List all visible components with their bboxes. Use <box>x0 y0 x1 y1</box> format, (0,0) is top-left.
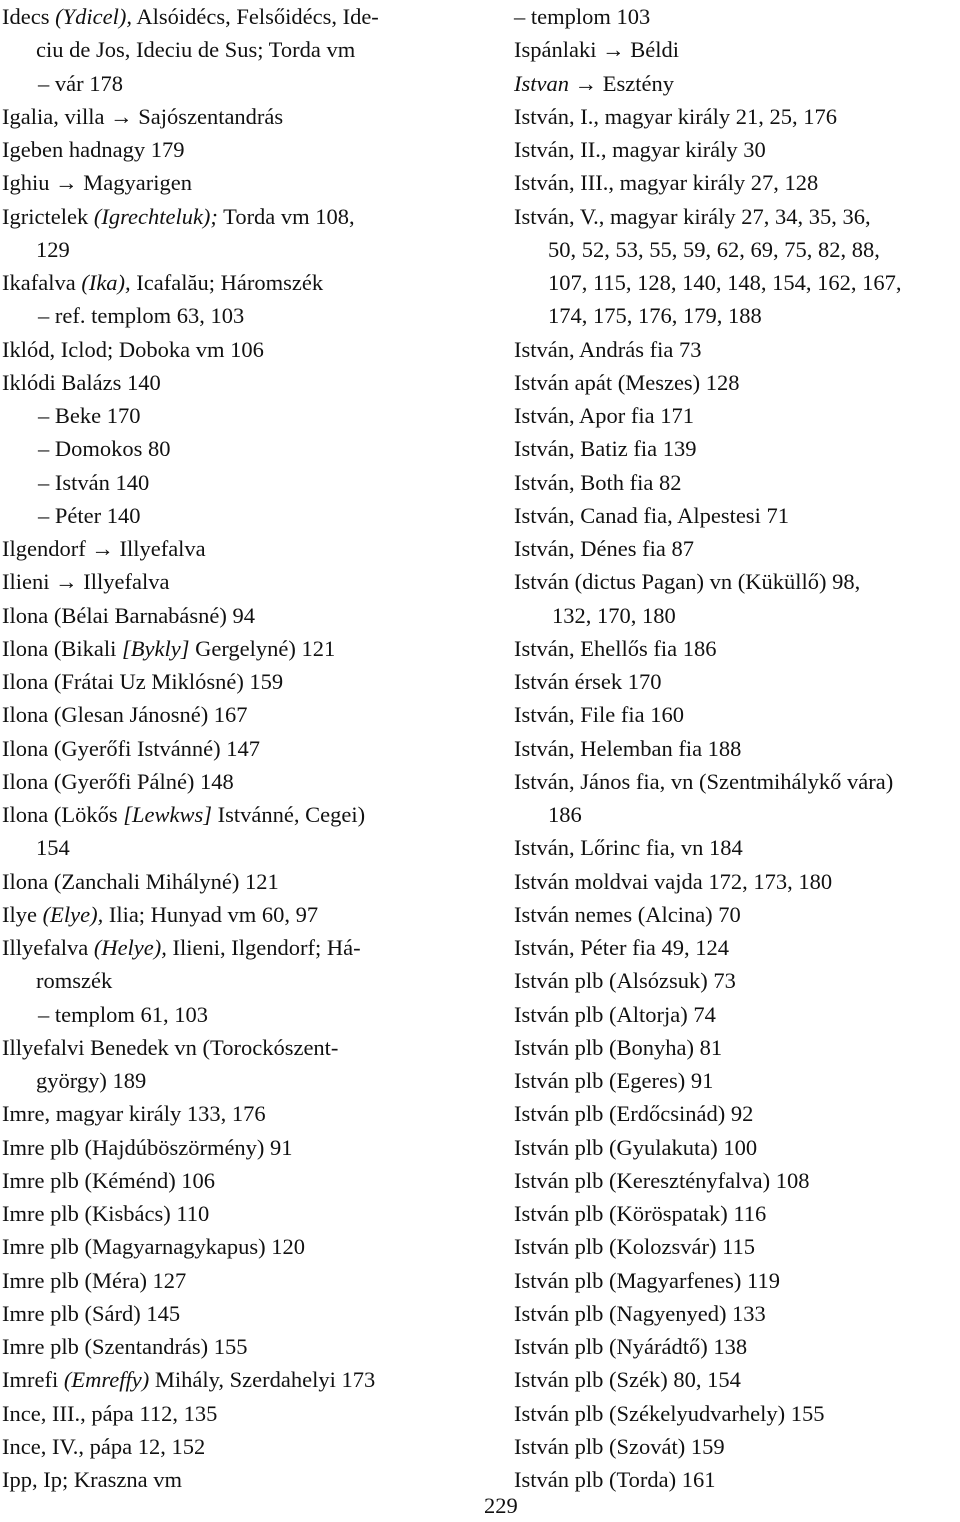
index-entry-text: – vár 178 <box>38 70 123 96</box>
index-entry-line <box>2 1397 472 1430</box>
index-entry-text: ciu de Jos, Ideciu de Sus; Torda vm <box>36 37 356 63</box>
index-entry-text: Imrefi <box>2 1367 64 1393</box>
index-entry-text: Iklódi Balázs 140 <box>2 369 161 395</box>
index-entry-text: – templom 61, 103 <box>38 1001 208 1027</box>
index-entry-text: István, Lőrinc fia, vn 184 <box>514 835 743 861</box>
index-entry-line <box>2 200 472 233</box>
index-entry-text: Ilona (Bélai Barnabásné) 94 <box>2 602 256 628</box>
index-entry-text: Alsóidécs, Felsőidécs, Ide- <box>131 4 379 29</box>
index-entry-text: – Beke 170 <box>38 403 141 428</box>
index-entry-text: Gergelyné) 121 <box>189 635 336 661</box>
index-entry-line <box>2 1430 472 1463</box>
index-entry-text: István plb (Egeres) 91 <box>514 1068 714 1093</box>
index-entry-line <box>514 200 960 233</box>
index-entry-variant: (Emreffy) <box>63 1367 150 1393</box>
index-entry-text: Istvánné, Cegei) <box>212 802 366 827</box>
index-entry-line <box>514 1430 960 1463</box>
index-entry-text: Ilona (Glesan Jánosné) 167 <box>2 702 248 728</box>
index-entry-line <box>514 931 960 964</box>
index-entry-line <box>514 366 960 399</box>
index-entry-line <box>514 499 960 532</box>
index-entry-text: István, III., magyar király 27, 128 <box>514 170 819 196</box>
index-entry-line <box>514 565 960 598</box>
index-entry-text: – templom 103 <box>514 4 651 29</box>
index-entry-line <box>2 1230 472 1263</box>
index-entry-text: Illyefalva <box>2 935 94 960</box>
index-entry-text: Mihály, Szerdahelyi 173 <box>149 1367 376 1393</box>
index-entry-line <box>514 865 960 898</box>
index-entry-text: Icafalău; Háromszék <box>130 270 324 295</box>
index-entry-line <box>514 1164 960 1197</box>
index-entry-line <box>2 133 472 166</box>
index-entry-variant: (Ika), <box>81 270 131 295</box>
index-entry-line <box>2 1330 472 1363</box>
index-entry-line <box>514 333 960 366</box>
index-entry-text: Ince, IV., pápa 12, 152 <box>2 1433 206 1459</box>
index-entry-text: István moldvai vajda 172, 173, 180 <box>514 868 833 894</box>
index-entry-text: Ikafalva <box>2 270 82 295</box>
index-entry-text: 174, 175, 176, 179, 188 <box>548 303 762 329</box>
index-entry-text: István apát (Meszes) 128 <box>514 369 740 395</box>
index-entry-line <box>514 831 960 864</box>
index-entry-line <box>514 732 960 765</box>
index-entry-line <box>514 1197 960 1230</box>
index-entry-line <box>514 1031 960 1064</box>
index-entry-line <box>2 998 472 1031</box>
index-entry-text: István plb (Altorja) 74 <box>514 1001 716 1027</box>
index-entry-line <box>2 1131 472 1164</box>
index-entry-variant: [Bykly] <box>121 635 190 661</box>
index-entry-text: Ince, III., pápa 112, 135 <box>2 1400 218 1426</box>
index-entry-line <box>2 1297 472 1330</box>
index-entry-line <box>514 166 960 199</box>
index-entry-line <box>2 432 472 465</box>
index-entry-line <box>2 1363 472 1396</box>
index-entry-line <box>514 432 960 465</box>
index-entry-line <box>514 765 960 798</box>
index-entry-text: István plb (Szék) 80, 154 <box>514 1367 741 1393</box>
index-entry-line <box>514 1397 960 1430</box>
index-entry-text: Imre, magyar király 133, 176 <box>2 1101 266 1127</box>
index-entry-text: Ilieni, Ilgendorf; Há- <box>166 935 361 960</box>
index-entry-line <box>514 299 960 332</box>
index-entry-text: Ilona (Gyerőfi Pálné) 148 <box>2 768 234 794</box>
index-entry-text: István, II., magyar király 30 <box>514 137 766 162</box>
index-entry-line <box>2 964 472 997</box>
index-entry-text: István plb (Gyulakuta) 100 <box>514 1134 758 1160</box>
index-entry-line <box>2 1264 472 1297</box>
index-column-right <box>514 0 960 1496</box>
index-entry-line <box>514 266 960 299</box>
index-entry-text: Ilgendorf → Illyefalva <box>2 536 206 561</box>
index-entry-text: Ilye <box>2 901 43 927</box>
index-entry-text: – ref. templom 63, 103 <box>38 303 245 329</box>
index-entry-line <box>2 499 472 532</box>
index-entry-line <box>2 798 472 831</box>
index-entry-line <box>514 1264 960 1297</box>
index-entry-text: Imre plb (Kisbács) 110 <box>2 1201 210 1226</box>
index-entry-text: István, V., magyar király 27, 34, 35, 36, <box>514 203 871 229</box>
index-entry-text: 50, 52, 53, 55, 59, 62, 69, 75, 82, 88, <box>548 236 880 262</box>
index-entry-text: Ilona (Lökős <box>2 802 124 827</box>
index-entry-text: Ilona (Gyerőfi Istvánné) 147 <box>2 735 261 761</box>
index-entry-line <box>2 665 472 698</box>
index-entry-line <box>2 166 472 199</box>
index-entry-text: István érsek 170 <box>514 669 662 694</box>
index-entry-text: István plb (Szovát) 159 <box>514 1433 725 1459</box>
index-entry-line <box>514 466 960 499</box>
index-entry-line <box>514 1330 960 1363</box>
index-entry-text: – Péter 140 <box>38 502 141 528</box>
index-entry-text: györgy) 189 <box>36 1068 147 1093</box>
index-entry-line <box>2 599 472 632</box>
index-entry-text: Igrictelek <box>2 203 94 229</box>
index-entry-text: Imre plb (Szentandrás) 155 <box>2 1334 248 1359</box>
index-entry-line <box>2 1463 472 1496</box>
index-entry-text: – István 140 <box>38 469 150 495</box>
index-entry-text: Iklód, Iclod; Doboka vm 106 <box>2 336 264 362</box>
index-entry-line <box>2 366 472 399</box>
index-entry-line <box>514 0 960 33</box>
index-entry-line <box>514 998 960 1031</box>
index-entry-text: István plb (Nyárádtő) 138 <box>514 1334 748 1359</box>
index-entry-text: romszék <box>36 968 113 994</box>
index-entry-text: István plb (Köröspatak) 116 <box>514 1201 767 1226</box>
index-entry-variant: (Igrechteluk); <box>93 203 218 229</box>
index-entry-text: István plb (Keresztényfalva) 108 <box>514 1167 810 1193</box>
index-entry-text: István, András fia 73 <box>514 336 702 362</box>
index-entry-text: István, File fia 160 <box>514 702 684 728</box>
index-entry-text: István, Both fia 82 <box>514 469 682 495</box>
index-entry-text: István plb (Torda) 161 <box>514 1467 716 1492</box>
index-entry-text: István plb (Magyarfenes) 119 <box>514 1267 780 1293</box>
index-entry-line <box>514 698 960 731</box>
index-entry-text: István, Péter fia 49, 124 <box>514 935 729 960</box>
index-entry-text: Ilona (Bikali <box>2 635 122 661</box>
index-entry-line <box>514 133 960 166</box>
index-entry-variant: [Lewkws] <box>123 802 213 827</box>
index-entry-line <box>2 0 472 33</box>
index-entry-line <box>514 33 960 66</box>
index-entry-text: 129 <box>36 236 70 262</box>
index-entry-line <box>514 100 960 133</box>
index-entry-line <box>2 1197 472 1230</box>
index-entry-line <box>514 599 960 632</box>
index-entry-line <box>514 1131 960 1164</box>
index-entry-text: István plb (Székelyudvarhely) 155 <box>514 1400 825 1426</box>
index-entry-line <box>514 233 960 266</box>
index-entry-text: – Domokos 80 <box>38 436 171 462</box>
index-entry-text: Torda vm 108, <box>217 203 355 229</box>
index-entry-text: Imre plb (Kéménd) 106 <box>2 1167 216 1193</box>
index-entry-text: István (dictus Pagan) vn (Küküllő) 98, <box>514 569 861 595</box>
index-entry-line <box>2 1164 472 1197</box>
index-entry-line <box>2 865 472 898</box>
index-column-left <box>2 0 472 1496</box>
index-entry-line <box>514 798 960 831</box>
index-entry-line <box>2 100 472 133</box>
index-entry-text: Igalia, villa → Sajószentandrás <box>2 103 284 129</box>
index-entry-variant: Istvan <box>514 70 569 96</box>
index-entry-text: Imre plb (Magyarnagykapus) 120 <box>2 1234 306 1260</box>
index-entry-text: Ilona (Zanchali Mihályné) 121 <box>2 868 279 894</box>
index-entry-text: István nemes (Alcina) 70 <box>514 901 741 927</box>
index-entry-line <box>514 1230 960 1263</box>
index-entry-line <box>2 33 472 66</box>
index-entry-variant: (Helye), <box>93 935 167 960</box>
index-entry-line <box>2 698 472 731</box>
index-entry-text: 154 <box>36 835 70 861</box>
index-entry-text: Ighiu → Magyarigen <box>2 170 192 196</box>
index-entry-line <box>2 632 472 665</box>
index-entry-line <box>2 831 472 864</box>
index-entry-line <box>514 399 960 432</box>
index-entry-text: István, Dénes fia 87 <box>514 536 694 561</box>
index-entry-text: István plb (Bonyha) 81 <box>514 1034 723 1060</box>
index-entry-line <box>514 67 960 100</box>
index-entry-line <box>2 898 472 931</box>
index-entry-line <box>2 299 472 332</box>
index-entry-variant: (Ydicel), <box>55 4 132 29</box>
index-entry-text: 132, 170, 180 <box>552 602 676 628</box>
index-entry-text: István, Batiz fia 139 <box>514 436 697 462</box>
index-entry-line <box>514 1297 960 1330</box>
index-entry-line <box>514 1363 960 1396</box>
index-entry-line <box>514 532 960 565</box>
index-entry-text: Ilona (Frátai Uz Miklósné) 159 <box>2 669 284 694</box>
index-entry-line <box>2 399 472 432</box>
index-entry-text: Imre plb (Hajdúböszörmény) 91 <box>2 1134 293 1160</box>
index-entry-line <box>514 1097 960 1130</box>
index-entry-text: István, Ehellős fia 186 <box>514 635 717 661</box>
index-entry-line <box>2 1064 472 1097</box>
index-entry-text: Ispánlaki → Béldi <box>514 37 679 63</box>
index-entry-line <box>2 532 472 565</box>
page-number: 229 <box>484 1493 518 1518</box>
index-entry-text: István plb (Alsózsuk) 73 <box>514 968 736 994</box>
index-entry-text: Ilieni → Illyefalva <box>2 569 170 595</box>
index-entry-line <box>514 1064 960 1097</box>
index-entry-line <box>2 565 472 598</box>
index-entry-line <box>2 233 472 266</box>
index-entry-variant: (Elye), <box>42 901 104 927</box>
index-entry-text: Ilia; Hunyad vm 60, 97 <box>103 901 319 927</box>
index-entry-line <box>2 1097 472 1130</box>
index-entry-line <box>2 67 472 100</box>
index-entry-text: István, Helemban fia 188 <box>514 735 742 761</box>
index-entry-line <box>2 1031 472 1064</box>
index-entry-text: Igeben hadnagy 179 <box>2 137 185 162</box>
index-entry-text: István, János fia, vn (Szentmihálykő vára) <box>514 768 894 794</box>
index-entry-text: István, Canad fia, Alpestesi 71 <box>514 502 789 528</box>
index-entry-text: István plb (Kolozsvár) 115 <box>514 1234 755 1260</box>
index-entry-line <box>514 632 960 665</box>
index-entry-text: István plb (Nagyenyed) 133 <box>514 1300 766 1326</box>
index-entry-line <box>2 266 472 299</box>
index-entry-line <box>2 931 472 964</box>
index-entry-line <box>2 466 472 499</box>
index-entry-text: István, Apor fia 171 <box>514 403 694 428</box>
index-entry-line <box>2 732 472 765</box>
index-entry-text: Imre plb (Sárd) 145 <box>2 1300 181 1326</box>
index-entry-line <box>514 665 960 698</box>
index-entry-text: Illyefalvi Benedek vn (Torockószent- <box>2 1034 339 1060</box>
index-entry-text: Imre plb (Méra) 127 <box>2 1267 187 1293</box>
index-entry-line <box>2 765 472 798</box>
index-entry-text: → Esztény <box>569 70 674 96</box>
index-entry-text: 186 <box>548 802 582 827</box>
index-entry-text: Idecs <box>2 4 56 29</box>
index-entry-text: István plb (Erdőcsinád) 92 <box>514 1101 754 1127</box>
index-entry-line <box>2 333 472 366</box>
index-entry-line <box>514 964 960 997</box>
index-entry-text: Ipp, Ip; Kraszna vm <box>2 1467 182 1492</box>
index-entry-line <box>514 1463 960 1496</box>
index-entry-text: István, I., magyar király 21, 25, 176 <box>514 103 838 129</box>
index-entry-text: 107, 115, 128, 140, 148, 154, 162, 167, <box>548 270 902 295</box>
index-entry-line <box>514 898 960 931</box>
